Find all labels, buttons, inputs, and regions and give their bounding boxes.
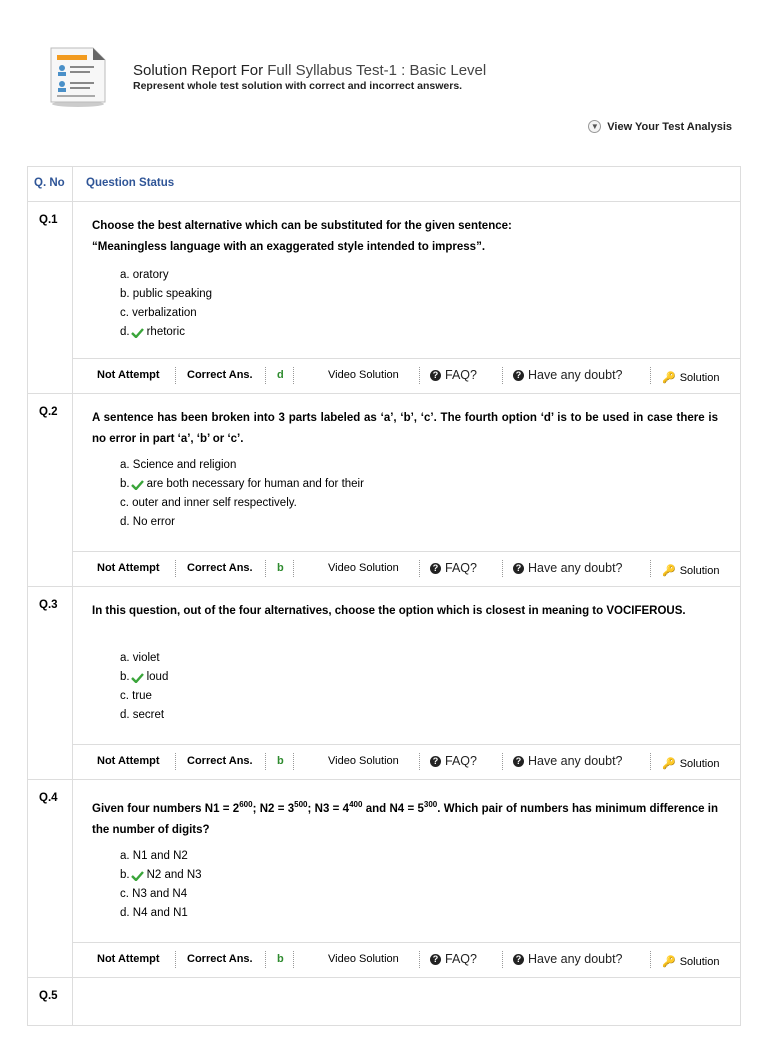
separator (502, 753, 503, 770)
correct-ans-label: Correct Ans. (187, 369, 253, 381)
view-test-analysis-link[interactable] (588, 120, 732, 133)
question-number: Q.4 (39, 792, 58, 804)
option-text: loud (146, 671, 169, 683)
have-doubt-link[interactable] (513, 952, 623, 966)
status-label: Not Attempt (97, 755, 160, 767)
question-icon: ? (513, 370, 524, 381)
options-list (120, 847, 202, 923)
option-a: a. violet (120, 652, 160, 664)
question-icon: ? (430, 563, 441, 574)
solution-label: Solution (679, 956, 720, 968)
faq-link[interactable] (430, 561, 477, 575)
separator (175, 951, 176, 968)
separator (293, 753, 294, 770)
option-letter: d. (120, 326, 130, 338)
question-row (28, 780, 740, 978)
faq-link[interactable] (430, 754, 477, 768)
faq-label: FAQ? (445, 754, 477, 768)
question-text (92, 794, 718, 841)
question-text-part: . Which pair of numbers has minimum difference in the number of digits? (92, 802, 719, 836)
question-footer (72, 358, 740, 394)
question-text (92, 216, 718, 258)
option-d: d. No error (120, 516, 175, 528)
option-letter: b. (120, 869, 130, 881)
separator (650, 753, 651, 770)
report-document-icon (47, 46, 107, 108)
option-letter: b. (120, 478, 130, 490)
check-icon (131, 673, 144, 683)
separator (650, 560, 651, 577)
question-number: Q.5 (39, 990, 58, 1002)
question-row (28, 202, 740, 394)
video-solution-link[interactable]: Video Solution (328, 755, 399, 767)
separator (175, 560, 176, 577)
question-row (28, 394, 740, 587)
exponent: 300 (423, 800, 438, 809)
exponent: 400 (349, 800, 363, 809)
solution-label: Solution (679, 372, 720, 384)
separator (265, 367, 266, 384)
solution-link[interactable] (662, 955, 719, 968)
key-icon: 🔑 (662, 758, 676, 770)
solution-label: Solution (679, 565, 720, 577)
question-icon: ? (430, 756, 441, 767)
col-qno-header: Q. No (34, 177, 65, 189)
question-row (28, 978, 740, 1038)
separator (175, 753, 176, 770)
doubt-label: Have any doubt? (528, 368, 623, 382)
question-text: In this question, out of the four alternatives, choose the option which is closest in meaning to VOCIFEROUS. (92, 605, 686, 617)
separator (502, 951, 503, 968)
report-header (0, 0, 768, 160)
col-status-header: Question Status (86, 177, 175, 189)
option-text: rhetoric (146, 326, 185, 338)
option-d: d. N4 and N1 (120, 907, 188, 919)
video-solution-link[interactable]: Video Solution (328, 562, 399, 574)
exponent: 500 (294, 800, 308, 809)
solution-link[interactable] (662, 371, 719, 384)
question-footer (72, 744, 740, 780)
doubt-label: Have any doubt? (528, 561, 623, 575)
correct-ans-label: Correct Ans. (187, 562, 253, 574)
status-label: Not Attempt (97, 953, 160, 965)
option-d: d. secret (120, 709, 165, 721)
options-list (120, 266, 212, 342)
options-list (120, 649, 168, 725)
option-d (120, 323, 212, 342)
correct-ans-value: b (277, 953, 284, 965)
view-test-analysis-label: View Your Test Analysis (607, 120, 732, 133)
question-footer (72, 942, 740, 978)
solution-link[interactable] (662, 564, 719, 577)
option-a: a. N1 and N2 (120, 850, 188, 862)
option-b (120, 866, 202, 885)
question-line: Choose the best alternative which can be substituted for the given sentence: (92, 220, 512, 232)
separator (265, 753, 266, 770)
option-b: b. public speaking (120, 288, 213, 300)
option-c: c. true (120, 690, 152, 702)
faq-label: FAQ? (445, 368, 477, 382)
question-text-part: Given four numbers N1 = 2 (92, 802, 240, 815)
video-solution-link[interactable]: Video Solution (328, 369, 399, 381)
option-b (120, 475, 364, 494)
have-doubt-link[interactable] (513, 368, 623, 382)
status-label: Not Attempt (97, 369, 160, 381)
separator (293, 367, 294, 384)
video-solution-link[interactable]: Video Solution (328, 953, 399, 965)
separator (293, 560, 294, 577)
solution-link[interactable] (662, 757, 719, 770)
faq-link[interactable] (430, 368, 477, 382)
question-number: Q.3 (39, 599, 58, 611)
key-icon: 🔑 (662, 372, 676, 384)
have-doubt-link[interactable] (513, 561, 623, 575)
separator (175, 367, 176, 384)
option-a: a. oratory (120, 269, 169, 281)
options-list (120, 456, 364, 532)
correct-ans-value: b (277, 562, 284, 574)
option-c: c. N3 and N4 (120, 888, 188, 900)
separator (293, 951, 294, 968)
check-icon (131, 480, 144, 490)
option-text: N2 and N3 (146, 869, 202, 881)
faq-link[interactable] (430, 952, 477, 966)
page-title: Solution Report For Full Syllabus Test-1 : Basic Level (133, 62, 487, 79)
key-icon: 🔑 (662, 956, 676, 968)
correct-ans-value: d (277, 369, 284, 381)
separator (419, 753, 420, 770)
correct-ans-value: b (277, 755, 284, 767)
question-text-part: ; N3 = 4 (307, 802, 350, 815)
key-icon: 🔑 (662, 565, 676, 577)
page-subtitle: Represent whole test solution with correct and incorrect answers. (133, 80, 463, 92)
question-line: “Meaningless language with an exaggerated style intended to impress”. (92, 241, 486, 253)
faq-label: FAQ? (445, 952, 477, 966)
solution-label: Solution (679, 758, 720, 770)
question-icon: ? (430, 954, 441, 965)
question-footer (72, 551, 740, 587)
exponent: 600 (239, 800, 253, 809)
have-doubt-link[interactable] (513, 754, 623, 768)
option-b (120, 668, 168, 687)
separator (419, 367, 420, 384)
correct-ans-label: Correct Ans. (187, 953, 253, 965)
chevron-down-icon: ▼ (588, 120, 601, 133)
separator (419, 560, 420, 577)
separator (502, 560, 503, 577)
table-header (28, 167, 740, 202)
question-icon: ? (430, 370, 441, 381)
check-icon (131, 328, 144, 338)
option-a: a. Science and religion (120, 459, 237, 471)
separator (650, 951, 651, 968)
separator (502, 367, 503, 384)
option-c: c. verbalization (120, 307, 197, 319)
separator (265, 560, 266, 577)
question-row (28, 587, 740, 780)
option-letter: b. (120, 671, 130, 683)
status-label: Not Attempt (97, 562, 160, 574)
doubt-label: Have any doubt? (528, 952, 623, 966)
question-number: Q.1 (39, 214, 58, 226)
faq-label: FAQ? (445, 561, 477, 575)
separator (419, 951, 420, 968)
question-icon: ? (513, 954, 524, 965)
question-text-part: and N4 = 5 (362, 802, 424, 815)
solution-table (27, 166, 741, 1026)
separator (265, 951, 266, 968)
correct-ans-label: Correct Ans. (187, 755, 253, 767)
doubt-label: Have any doubt? (528, 754, 623, 768)
option-text: are both necessary for human and for their (146, 478, 364, 490)
question-icon: ? (513, 756, 524, 767)
check-icon (131, 871, 144, 881)
option-c: c. outer and inner self respectively. (120, 497, 297, 509)
question-icon: ? (513, 563, 524, 574)
question-text-part: ; N2 = 3 (252, 802, 295, 815)
question-number: Q.2 (39, 406, 58, 418)
separator (650, 367, 651, 384)
question-text: A sentence has been broken into 3 parts labeled as ‘a’, ‘b’, ‘c’. The fourth option ‘d’ is to be used in case there is no error in part ‘a’, ‘b’ or ‘c’. (92, 412, 718, 445)
